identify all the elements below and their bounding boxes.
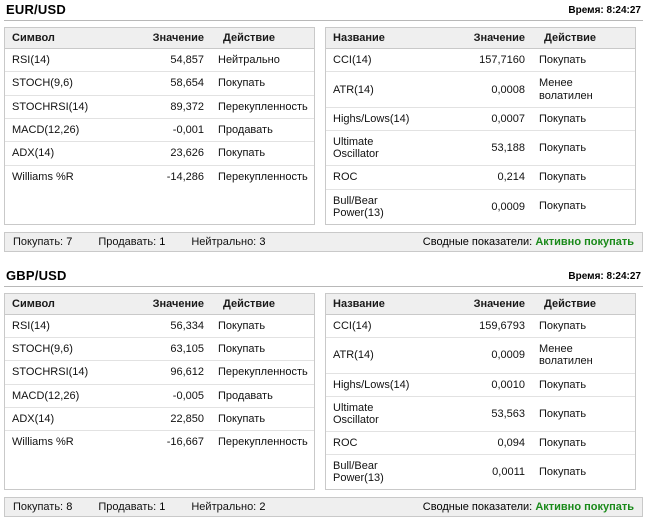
table-header-row (326, 28, 635, 49)
indicator-name: STOCHRSI(14) (5, 361, 108, 384)
indicator-name: STOCHRSI(14) (5, 95, 108, 118)
indicator-name: ADX(14) (5, 407, 108, 430)
oscillators-table (4, 27, 315, 225)
indicator-name: Highs/Lows(14) (326, 107, 429, 130)
indicator-value: 0,094 (429, 431, 532, 454)
summary-buy-count: 8 (66, 501, 73, 514)
indicator-value: 53,188 (429, 131, 532, 166)
indicator-value: 89,372 (108, 95, 211, 118)
column-header-name: Название (326, 28, 429, 49)
indicator-action: Покупать (532, 396, 635, 431)
indicator-name: CCI(14) (326, 314, 429, 337)
indicators-table (325, 27, 636, 225)
summary-counts (13, 501, 291, 513)
indicator-action: Нейтрально (211, 49, 314, 72)
indicator-action: Покупать (532, 166, 635, 189)
table-row (326, 72, 635, 108)
tables-row (0, 21, 647, 225)
table-row (5, 142, 314, 165)
table-row (5, 72, 314, 95)
indicator-name: ADX(14) (5, 142, 108, 165)
indicator-action: Перекупленность (218, 436, 308, 449)
summary-neutral-label: Нейтрально: (191, 501, 257, 514)
indicator-action: Перекупленность (211, 95, 314, 118)
summary-bar (4, 232, 643, 252)
indicator-name: STOCH(9,6) (5, 72, 108, 95)
summary-buy-count: 7 (66, 235, 73, 248)
table-row (5, 407, 314, 430)
column-header-name: Название (326, 294, 429, 315)
indicator-value: 96,612 (108, 361, 211, 384)
indicator-name: Bull/Bear Power(13) (333, 194, 384, 219)
indicator-action: Покупать (211, 72, 314, 95)
table-header-row (326, 294, 635, 315)
summary-buy-label: Покупать: (13, 501, 64, 514)
summary-neutral (191, 501, 265, 513)
summary-sell-label: Продавать: (98, 501, 157, 514)
indicator-action: Покупать (539, 465, 587, 478)
indicator-table (5, 294, 314, 454)
indicator-name: MACD(12,26) (5, 118, 108, 141)
summary-sell (98, 236, 165, 248)
indicator-name: Bull/Bear Power(13) (333, 460, 384, 485)
indicator-name: Ultimate Oscillator (326, 131, 429, 166)
indicator-value: 0,0007 (429, 107, 532, 130)
table-row (326, 396, 635, 431)
table-header-row (5, 294, 314, 315)
summary-overall (423, 501, 634, 513)
indicator-action: Продавать (211, 384, 314, 407)
indicator-name: Ultimate Oscillator (326, 396, 429, 431)
indicator-name: RSI(14) (5, 49, 108, 72)
indicator-action: Покупать (539, 200, 587, 213)
block-spacer (0, 252, 647, 266)
tables-row (0, 287, 647, 491)
indicator-value: 22,850 (108, 407, 211, 430)
indicator-value: 0,0009 (429, 337, 532, 373)
indicator-action: Покупать (532, 107, 635, 130)
indicator-value: -0,005 (108, 384, 211, 407)
table-row (5, 431, 314, 454)
indicator-action: Перекупленность (211, 361, 314, 384)
indicator-action: Перекупленность (218, 170, 308, 183)
table-row (5, 361, 314, 384)
summary-sell-count: 1 (159, 235, 166, 248)
pair-title: EUR/USD (6, 2, 66, 17)
pair-header (0, 0, 647, 20)
column-header-action: Действие (532, 294, 635, 315)
indicator-action: Покупать (532, 49, 635, 72)
summary-buy (13, 236, 72, 248)
column-header-action: Действие (211, 294, 314, 315)
table-row (5, 118, 314, 141)
update-time-label: Время: 8:24:27 (568, 5, 641, 16)
indicator-name: Williams %R (12, 436, 74, 449)
indicator-value: 159,6793 (429, 314, 532, 337)
indicator-value: -16,667 (166, 436, 204, 449)
pair-block (0, 0, 647, 252)
table-row (5, 165, 314, 188)
indicator-name: Williams %R (12, 170, 74, 183)
indicator-value: -0,001 (108, 118, 211, 141)
summary-overall (423, 236, 634, 248)
summary-buy (13, 501, 72, 513)
indicator-value: 0,0010 (429, 373, 532, 396)
table-row (5, 314, 314, 337)
indicator-name: ATR(14) (326, 337, 429, 373)
summary-overall-value: Активно покупать (535, 235, 634, 248)
indicator-value: 0,214 (429, 166, 532, 189)
indicator-name: RSI(14) (5, 314, 108, 337)
summary-neutral-label: Нейтрально: (191, 235, 257, 248)
summary-neutral (191, 236, 265, 248)
indicator-action: Покупать (211, 142, 314, 165)
indicator-value: 23,626 (108, 142, 211, 165)
indicator-name: ROC (326, 166, 429, 189)
table-header-row (5, 28, 314, 49)
indicator-name: ATR(14) (326, 72, 429, 108)
column-header-value: Значение (429, 294, 532, 315)
indicator-action: Менее волатилен (532, 337, 635, 373)
column-header-action: Действие (211, 28, 314, 49)
summary-sell-count: 1 (159, 501, 166, 514)
table-row (326, 337, 635, 373)
table-row (326, 49, 635, 72)
indicator-name: CCI(14) (326, 49, 429, 72)
pair-header (0, 266, 647, 286)
indicators-table (325, 293, 636, 491)
table-row (326, 189, 635, 224)
pair-title: GBP/USD (6, 267, 67, 283)
summary-overall-label: Сводные показатели: (422, 235, 533, 248)
indicator-table (5, 28, 314, 188)
column-header-value: Значение (108, 28, 211, 49)
indicator-value: -14,286 (166, 170, 204, 183)
indicator-action: Покупать (211, 337, 314, 360)
table-row (5, 337, 314, 360)
indicator-value: 0,0008 (429, 72, 532, 108)
table-row (326, 314, 635, 337)
indicator-value: 0,0009 (491, 200, 525, 213)
table-row (326, 455, 635, 490)
column-header-value: Значение (429, 28, 532, 49)
summary-counts (13, 236, 291, 248)
indicator-value: 157,7160 (429, 49, 532, 72)
table-row (5, 49, 314, 72)
table-row (5, 95, 314, 118)
column-header-name: Символ (5, 294, 108, 315)
table-row (326, 131, 635, 166)
table-row (5, 384, 314, 407)
indicator-table (326, 294, 635, 490)
pair-block (0, 266, 647, 517)
indicator-value: 56,334 (108, 314, 211, 337)
indicator-value: 53,563 (429, 396, 532, 431)
indicator-value: 63,105 (108, 337, 211, 360)
summary-sell-label: Продавать: (98, 235, 157, 248)
indicator-name: MACD(12,26) (5, 384, 108, 407)
table-row (326, 373, 635, 396)
indicator-name: STOCH(9,6) (5, 337, 108, 360)
table-row (326, 431, 635, 454)
indicator-action: Покупать (532, 373, 635, 396)
summary-buy-label: Покупать: (13, 235, 64, 248)
summary-sell (98, 501, 165, 513)
indicator-action: Покупать (532, 431, 635, 454)
indicator-table (326, 28, 635, 224)
column-header-value: Значение (108, 294, 211, 315)
summary-overall-value: Активно покупать (535, 501, 634, 514)
indicator-name: Highs/Lows(14) (326, 373, 429, 396)
indicator-action: Менее волатилен (532, 72, 635, 108)
table-row (326, 166, 635, 189)
indicator-name: ROC (326, 431, 429, 454)
summary-overall-label: Сводные показатели: (422, 501, 533, 514)
column-header-action: Действие (532, 28, 635, 49)
indicator-action: Покупать (211, 407, 314, 430)
column-header-name: Символ (5, 28, 108, 49)
indicator-action: Покупать (211, 314, 314, 337)
update-time-label: Время: 8:24:27 (568, 270, 641, 282)
oscillators-table (4, 293, 315, 491)
summary-bar (4, 497, 643, 517)
indicator-value: 54,857 (108, 49, 211, 72)
indicator-value: 0,0011 (492, 466, 525, 479)
indicator-action: Покупать (532, 131, 635, 166)
summary-neutral-count: 2 (259, 501, 266, 514)
summary-neutral-count: 3 (259, 235, 266, 248)
indicator-action: Продавать (211, 118, 314, 141)
table-row (326, 107, 635, 130)
indicator-value: 58,654 (108, 72, 211, 95)
indicator-action: Покупать (532, 314, 635, 337)
